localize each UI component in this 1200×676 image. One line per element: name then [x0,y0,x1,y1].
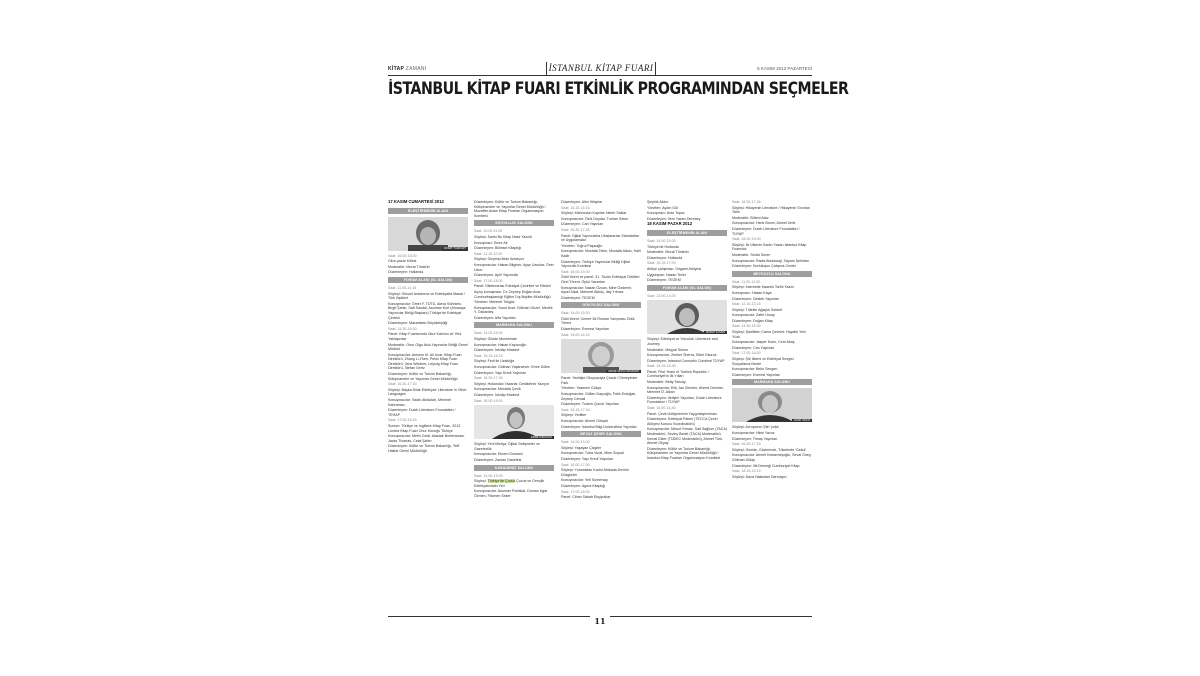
event-title: Söyleşi: Güncel Arastırma ve Edebiyatta Masal / Türk İlişkileri [388,291,465,301]
photo-portrait [647,300,727,334]
time-label: Saat: 16.00-17.00 [561,462,590,467]
venue-bar: ELEŞTİRMENİN ALANI [388,208,468,214]
time-label: Saat: 17.00-18.00 [561,489,590,494]
venue-bar: BEYKOZLU SALONU [732,271,812,277]
event-title-highlighted [474,479,554,488]
time-label: Saat: 14.00-15.00 [474,331,503,336]
event-moderator: Düzenleyen: Edebiyat Pakeri (TECCA Çeviri Atölyesi Kurucu Koordinatörü) [647,417,718,426]
event-speakers: Konuşmacılar: Sadık Abdullah, Mehmet Kahraman [388,398,451,407]
event-title-rest: Çocuk ve Gençlik Edebiyatındaki Yeri [474,479,545,488]
event-title: Panel: Ülkelerarası Edebiyat Çevirileri ve Etkileri [474,284,551,289]
speaker-photo [388,217,468,251]
event-speakers: Konuşmacı: Hasan Kaya [732,290,772,295]
time-label: Saat: 15.15-16.15 [561,205,590,210]
event-speakers: Konuşmacılar: Jasper Koen, Cem Akaş [732,340,795,345]
photo-caption: MURAT TÜMKÜRT [443,247,466,250]
event-speakers: Konuşmacılar: Erik Jan Zürcher, Ahmet Demirel, Mehmet Ö. Alkan [647,385,724,395]
event-organizer: Düzenleyen: Dutch Literature Foundation / TEHAP [388,408,456,417]
event-title: Söyleşi: Sanki Bu Kitap Nasıl Yazıldı [474,234,532,239]
event-organizer: Düzenleyen: Hollanda [647,255,683,260]
time-label: Saat: 15.15-16.15 [474,353,503,358]
page-header [388,62,812,76]
event-title: Atölye çalışması: Origami Atölyesi [647,266,702,271]
section-title: İSTANBUL KİTAP FUARI [546,62,656,76]
event-speakers: Konuşmacılar: Mustafa Çevik [474,387,521,392]
event-organizer: Düzenleyen: April Yayıncılık [474,273,519,278]
event-organizer: Düzenleyen: Kültür ve Turizm Bakanlığı, Kütüphaneler ve Yayımlar Genel Müdürlüğü / İstanbul Kitap Fuarları Organizasyon Komitesi [647,446,721,460]
event-organizer: Düzenleyen: Alfa Yayınları [474,315,516,320]
time-label: Saat: 15.00-16.15 [561,332,590,337]
event-organizer: Düzenleyen: Macaristan Büyükelçiliği [388,321,448,326]
event-organizer: Düzenleyen: TEGEM [647,278,681,283]
event-moderator: Moderatör: Murat Tümkürt [388,264,430,269]
event-title: Söyleşi: İnternetle İnsanlık Tarihi Yazılır [732,285,795,290]
event-organizer: Düzenleyen: Ilik Derneği Cumhuriyet Kitap [732,463,800,468]
speaker-photo [732,388,812,422]
time-label: Saat: 11.15-12.00 [474,251,503,256]
event-title: Söyleşi: Yeni Medya, Dijital Gelişmeler ve Gazetecilik [474,442,540,451]
event-title: Panel: Çeviri Atölyelerinin Yaygınlaştırılması [647,411,717,416]
event-speakers: Konuşmacılar: Zeeker Sherra, Sibel Okuruz [647,353,717,358]
event-organizer: Düzenleyen: Kurtuluşun Çalışma Center [732,264,797,269]
time-label: Saat: 16.30-17.45 [561,227,590,232]
event-moderator: Moderatör: Sedat Sezer [732,252,771,257]
photo-portrait [732,388,812,422]
speaker-photo [647,300,727,334]
column-5 [732,200,812,480]
event-title: Panel: Yenilişte Okuyucuyla Çocuk / Deneyimler Fark [561,376,638,385]
event-title: Söyleşi: Gözde Munkehale [474,337,517,342]
event-speakers: Konuşmacılar: Antonio M. Ali Ucar, Kitap Fuarı Direktörü, Zhang Li Zhen, Pekin Kitap Fuarı Direktörü, Jens Weidner, Leipzig Kitap Fuarı Direktörü, Stefan Gertz [388,352,462,371]
event-speakers: Konuşmacılar: Hakan Bilginer, Ayşe Uzunlar, Özer Uzun [474,262,554,272]
event-title: Türkiye'de Hollanda [647,244,679,249]
event-organizer: Düzenleyen: Everest Yayınları [561,327,610,332]
issue-date: 5 KASIM 2012 PAZARTESİ [757,66,812,71]
event-organizer: Düzenleyen: Yapı Kredi Yayınları [561,456,614,461]
event-title-prefix: Söyleşi: [474,479,488,484]
event-organizer: Düzenleyen: Timaş Yayınları [732,436,778,441]
photo-caption: HİLMİ YAVUZ [794,418,810,422]
brand-sub: ZAMANI [405,66,427,72]
time-label: Saat: 16.00-17.15 [732,442,761,447]
time-label: Saat: 14.00-15.00 [561,311,590,316]
photo-portrait [474,405,554,439]
day-heading: 18 KASIM PAZAR 2012 [647,221,693,227]
event-title: Söyleşi: Gezide, Gözlerinde, Tükelerde 'Gekul' [732,447,807,452]
venue-bar: FORUM ALANI (SL SALON) [647,285,727,291]
time-label: Saat: 16.15-17.00 [561,407,590,412]
time-label: Saat: 13.00-14.00 [647,293,676,298]
event-title: Söyleşi: İki Ülkenin Kadın Yazarı İstanbul Kitap Fuarında [732,242,807,252]
venue-bar: SOSYALLİK SALONU [474,220,554,226]
venue-bar: FORUM ALANI (SL SALON) [388,277,468,283]
time-label: Saat: 16.30-17.45 [732,200,761,204]
event-title: Söyleşi: Hikayenin Literatüre / Hikayenin Sınırları Tarih [732,205,810,215]
page-number-wrap [388,611,812,629]
event-title: Panel: Cihan Sabah Ekşiyoklar [561,495,611,500]
event-speakers: Konuşmacı: Aras Topuz [647,211,685,216]
event-title: Panel: First Years of Turkish Republic / Cumhuriyet'in İlk Yılları [647,369,709,379]
event-title: Söyleşi: Yunanistan Kadın Afrikada Devrim Düzgünler [561,468,630,477]
venue-bar: ELEŞTİRMENİN ALANI [647,230,727,236]
event-speakers: Konuşmacılar: Gökhan Yaşarsever, Emre Dölen [474,365,551,370]
event-title: Ödül töreni ve panel: 31. Tüzün Edebiyat Ödülleri Özel Töreni: Öykü Yazarları [561,275,640,284]
event-title: Söyleşi: Yeditler [561,413,587,418]
event-speakers: Konuşmacılar: Özül Deydar, Turhan Sekur [561,216,629,221]
event-title: Söyleşi: Hollandalı Yazarlar, Dediklerini Yazıyor [474,381,550,386]
venue-bar: MARMARA SALONU [732,379,812,385]
event-organizer: Düzenleyen: Türkiye Yayıncılar Birliği Dijital Yayıncılık Komitesi [561,259,630,269]
event-organizer: Düzenleyen: Yapı Kredi Yayınları [474,370,527,375]
event-speakers: Uygulayan: Nazan Tezer [647,272,687,277]
event-title: Söyleşi: Tüfekle Ağaçlık Sohbet [732,307,783,312]
event-speakers: Konuşmacı: Emre Ak [474,240,508,245]
event-speakers: Konuşmacılar: Gülten Dayıoğlu, Fatih Erdoğan, Zeynep Cemali [561,392,637,401]
event-title: Söyleşi: Şairlikten Cama Çevrimi: Hayalin Yeni Yüzü [732,330,806,339]
event-title: Söyleşi: Fedi ile Uzaklığa [474,359,515,364]
speaker-photo [474,405,554,439]
event-organizer: Düzenleyen: İlem Yazarı Derebey [647,216,701,221]
time-label: Saat: 11.00-14.15 [388,285,417,290]
event-organizer: Düzenleyen: Destek Yayınları [732,296,780,301]
time-label: Saat: 14.30-16.00 [388,326,417,331]
header-rule [388,75,812,76]
event-organizer: Düzenleyen: Everest Yayınları [732,372,781,377]
time-label: Saat: 14.00-15.00 [474,473,503,478]
event-speakers: Konuşmacılar: Bekir Sevgen [732,367,778,372]
event-organizer: Düzenleyen: Doğan Kitap [732,318,773,323]
time-label: Saat: 16.00-16.45 [647,406,676,411]
event-title: Panel: Dijital Yayıncılıkta Uluslararası Standartlar ve Uygulamalar [561,233,639,243]
event-title: Şeyhlik Aklını [647,200,669,204]
event-organizer: Düzenleyen: TEGEM [561,295,595,300]
event-organizer: Düzenleyen: Kültür ve Turizm Bakanlığı, Telif Haklar Genel Müdürlüğü [388,444,460,453]
event-speakers: Konuşmacılar: Asuman Portakal, Duman Ugar Özmen, Filomen Seker [474,489,548,498]
venue-bar: MARMARA SALONU [474,322,554,328]
event-organizer: Düzenleyen: Hollanda [388,270,424,275]
speaker-photo [561,339,641,373]
event-organizer: Düzenleyen: İnkılâp Kitabevi [474,393,520,397]
event-moderator: Moderatör: Meyyal Sümer [647,347,689,352]
event-speakers: Konuşmacılar: Radia Abdulwaji, Sayam Şehidan [732,258,809,263]
day-heading: 17 KASIM CUMARTESİ 2012 [388,199,444,204]
event-organizer: Düzenleyen: Can Yayınları [732,345,775,350]
column-3 [561,200,641,501]
event-title: Panel: Kitap Fuarlarında Okur Katılımı ve Yeni Yaklaşımlar [388,332,462,341]
photo-caption: EMRE KIZILKAYA [531,435,552,439]
event-organizer: Düzenleyen: İnkılâp Kitabevi [474,348,520,353]
venue-bar: BEYAZ ŞEHİR SALONU [561,431,641,437]
event-speakers: Konuşmacılar: Henk Boom, Ahmet Ümit [732,221,796,226]
page-number: 11 [590,616,609,626]
event-moderator: Yöneten: Yasemin Gökçe [561,386,602,391]
event-title: Söyleşi: Başka Dilde Edebiyat: Literature in Other Languages [388,387,467,397]
highlighted-text: Türkiye'de Çocuk [487,479,516,484]
event-organizer: Düzenleyen: İstanbul Bilgi Üniversitesi Yayınları [561,424,637,429]
event-speakers: Konuşmacılar: Hakan Kapıcıoğlu [474,342,527,347]
column-1 [388,200,468,455]
event-speakers: Konuşmacılar: Ekrem Dumanlı [474,452,523,457]
event-title: Söyleşi: Dava Hakkidan Darmayın [732,474,787,479]
time-label: Saat: 17.00-18.00 [474,278,503,283]
venue-bar: KARADENİZ SALONU [474,465,554,471]
event-title: Ödül töreni: Cemre 36 Roman Yarışması Ödül Töreni [561,316,635,326]
event-moderator: Moderatör: Murat Tümkürt [647,250,689,255]
photo-portrait [561,339,641,373]
photo-portrait [388,217,468,251]
photo-caption: EMİNE SEVGİ ÖZDAMAR [608,369,639,373]
time-label: Saat: 14.00-15.00 [647,238,676,243]
event-organizer: Düzenleyen: Agora Kitaplığı [561,483,606,488]
event-title: Söyleşi: Edebiyat ve Yolculuk: Literature and Journey [647,337,718,346]
event-organizer: Düzenleyen: Kültür ve Turizm Bakanlığı, Kütüphaneler ve Yayımlar Genel Müdürlüğü [388,372,458,381]
time-label: Saat: 17.00-18.00 [732,351,761,356]
time-label: Saat: 15.15-17.00 [647,261,676,266]
photo-caption: MURAT GÜVEN [706,330,725,334]
time-label: Saat: 18.00-19.00 [732,237,761,242]
event-speakers: Konuşmacılar: Mesut Yılmaz, Sait Sağhun (TACA) Moderatörü, Sevinç Bedel (TACA) Moderatörü, Kemal Diker (TÜDEC Moderatörü), Ahmet Türk, Ahmet Okyay [647,427,727,446]
event-speakers: Konuşmacılar: Zafer Umay [732,313,775,318]
time-label: Saat: 16.30-17.45 [474,376,503,381]
event-title: Söyleşi: Avrupa'nın Şiiri 'yolla' [732,425,780,430]
event-organizer: Düzenleyen: Can Yayınları [561,222,604,227]
column-2 [474,200,554,500]
event-moderator: Yöneten: Aydın Gül [647,205,678,210]
event-title: Söyleşi: Mahmutun Kapıları Neleri Saklar [561,211,627,216]
event-moderator: Yöneten: Tuğrul Paşaoğlu [561,243,603,248]
event-organizer: Düzenleyen: Zaman Gazetesi [474,457,522,462]
headline: İSTANBUL KİTAP FUARI ETKİNLİK PROGRAMINDAN SEÇMELER [388,79,849,98]
time-label: Saat: 16.00-18.00 [388,253,417,258]
event-speakers: Konuşmacılar: Mustafa Tekin, Mustafa Alkan, Halil Kadir [561,249,641,258]
venue-bar: GÖKYILDIZ SALONU [561,302,641,308]
event-organizer: Düzenleyen: İletişim Yayınları, Dutch Literature Foundation / TÜYAP [647,395,722,405]
event-speakers: Konuşmacılar: Ahmet Kekarmeşoğlu, Seval Öney, Gökhan Gülay [732,453,812,462]
event-speakers: Konuşmacılar: Hilmi Yavuz [732,431,775,435]
event-organizer: Düzenleyen: İstanbul Consortio Comitesi TÜYAP [647,358,725,363]
event-speakers: Konuşmacılar: Ahmet Gökçek [561,419,609,423]
event-organizer: Düzenleyen: Altın Kitaplar [561,200,603,204]
time-label: Saat: 18.00-19.00 [474,398,503,403]
event-organizer: Düzenleyen: Dutch Literature Foundation / TÜYAP [732,226,800,236]
event-moderator: Yöneten: Mehmet Tokgöz [474,300,515,305]
event-speakers: Konuşmacılar: Metin Celal, Alastair Burtenshaw, Jacks Thomas, Celal Şahin [388,434,465,443]
event-speakers: Konuşmacılar: Yusuf Acar, Gökhan Güzel, Mevlüt Y. Özkardeş [474,305,553,315]
time-label: Saat: 16.30-17.30 [388,382,417,387]
time-label: Saat: 18.00-19.00 [561,269,590,274]
event-moderator: Moderatör: Bülent Atav [732,215,769,220]
event-speakers: Konuşmacılar: Tuba Vural, Mine Soysal [561,451,624,456]
event-opening: Açılış konuşması: Dr. Zeynep Doğan Acar, Cumhurbaşkanlığı Eğitim Dış İlişkiler Müdürlüğü [474,289,551,299]
time-label: Saat: 18.15-19.15 [732,469,761,474]
brand-label [388,66,426,72]
time-label: Saat: 11.00-12.00 [732,279,761,284]
brand-name: KİTAP [388,66,405,72]
event-title: Söyleşi: Yaşayan Çizgiler [561,445,602,450]
event-moderator: Moderatör: Betty Tokcay [647,380,686,385]
event-speakers: Konuşmacılar: Yeti Somersay [561,478,608,483]
event-organizer: Düzenleyen: Bilimsel Kitaplığı [474,246,522,251]
event-title: Sunum: Türkiye ve İngiltere Kitap Fuarı, 2013 Londra Kitap Fuarı Onur Konuğu Türkiye [388,424,461,433]
time-label: Saat: 14.30-16.30 [732,324,761,329]
time-label: Saat: 14.15-15.45 [647,364,676,369]
time-label: Saat: 12.15-13.15 [732,302,761,307]
event-moderator: Moderatör: Onur Olgu Aslu Yayıncılar Birliği Genel Müdürü [388,342,468,352]
event-title: Okur-yazar Kitlesi [388,259,417,264]
column-4 [647,200,727,462]
event-title: Söyleşi: Şiir Ilkemi ve Edebiyat Sevgisi Sosyalizma Nerde [732,357,794,366]
newspaper-page [388,62,849,632]
time-label: Saat: 14.00-15.00 [561,440,590,445]
time-label: Saat: 10.00-11.00 [474,229,503,234]
event-title: Söyleşi: Geçmişi İkide Anlatıyor [474,257,525,262]
event-speakers: Konuşmacılar: Nazan Özcan, Mine Özdemir, Aysel Alkal, Mehmet Akköç, Ilay Yılmaz [561,285,632,295]
event-organizer: Düzenleyen: Tudem Çocuk Yayınları [561,402,619,407]
time-label: Saat: 17.00-18.45 [388,418,417,423]
event-organizer: Düzenleyen: Kültür ve Turizm Bakanlığı, Kütüphaneler ve Yayımlar Genel Müdürlüğü / Muzaffer Aslan Kitap Fuarları Organizasyon Komitesi [474,200,546,218]
event-speakers: Konuşmacılar: Ömer F. TÜTÜ, Alexa Söhnlein, Birgit Şahin, Sait Sandal, Asuman Kurt (Almanya Yayıncılar Birliği Başkanı) Türkiye'de Edebiyat Çevirisi [388,301,466,320]
